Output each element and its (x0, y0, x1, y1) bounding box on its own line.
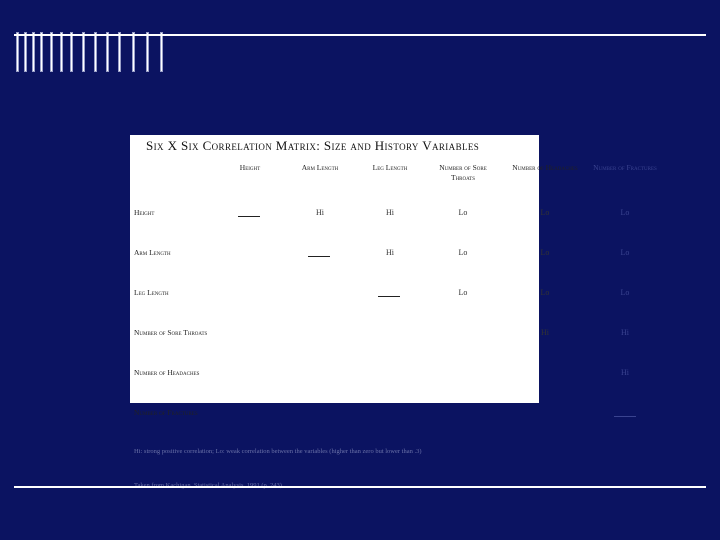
diagonal-dash (614, 416, 636, 417)
decor-bar (50, 32, 53, 72)
top-divider (14, 34, 706, 36)
row-header-arm-length: Arm Length (134, 248, 171, 257)
decor-bar (132, 32, 135, 72)
matrix-cell: Lo (458, 208, 468, 217)
decor-bar (32, 32, 35, 72)
slide-title: Six X Six Correlation Matrix: Size and History Variables (146, 138, 480, 153)
decor-bar (146, 32, 149, 72)
decor-bar (160, 32, 163, 72)
decor-bar (94, 32, 97, 72)
column-header-arm-length: Arm Length (301, 163, 339, 172)
matrix-cell: Hi (386, 208, 394, 217)
decorative-bars (14, 32, 214, 72)
matrix-cell: Hi (316, 208, 324, 217)
decor-bar (82, 32, 85, 72)
decor-bar (40, 32, 43, 72)
row-header-fractures: Number of Fractures (134, 408, 198, 417)
matrix-cell: Lo (620, 208, 630, 217)
decor-bar (60, 32, 63, 72)
matrix-cell: Hi (386, 248, 394, 257)
decor-bar (24, 32, 27, 72)
matrix-cell: Hi (621, 328, 629, 337)
diagonal-dash (378, 296, 400, 297)
bottom-divider (14, 486, 706, 488)
matrix-cell: Lo (540, 208, 550, 217)
matrix-cell: Lo (458, 248, 468, 257)
row-header-height: Height (134, 208, 155, 217)
row-header-sore-throats: Number of Sore Throats (134, 328, 208, 337)
footnote: Hi: strong positive correlation; Lo: weak correlation between the variables (higher than zero but lower than .3) (134, 448, 422, 455)
column-header-headaches: Number of Headaches (512, 163, 578, 172)
diagonal-dash (308, 256, 330, 257)
decor-bar (70, 32, 73, 72)
matrix-cell: Lo (620, 288, 630, 297)
matrix-cell: Hi (621, 368, 629, 377)
row-header-leg-length: Leg Length (134, 288, 169, 297)
matrix-cell: Lo (540, 288, 550, 297)
column-header-sore-throats: Number of Sore Throats (439, 163, 487, 182)
column-header-height: Height (239, 163, 261, 172)
matrix-cell: Lo (620, 248, 630, 257)
decor-bar (118, 32, 121, 72)
matrix-cell: Hi (541, 328, 549, 337)
matrix-cell: Lo (540, 248, 550, 257)
column-header-leg-length: Leg Length (372, 163, 408, 172)
column-header-fractures: Number of Fractures (593, 163, 657, 172)
decor-bar (16, 32, 19, 72)
decor-bar (106, 32, 109, 72)
matrix-cell: Lo (458, 288, 468, 297)
row-header-headaches: Number of Headaches (134, 368, 200, 377)
diagonal-dash (238, 216, 260, 217)
